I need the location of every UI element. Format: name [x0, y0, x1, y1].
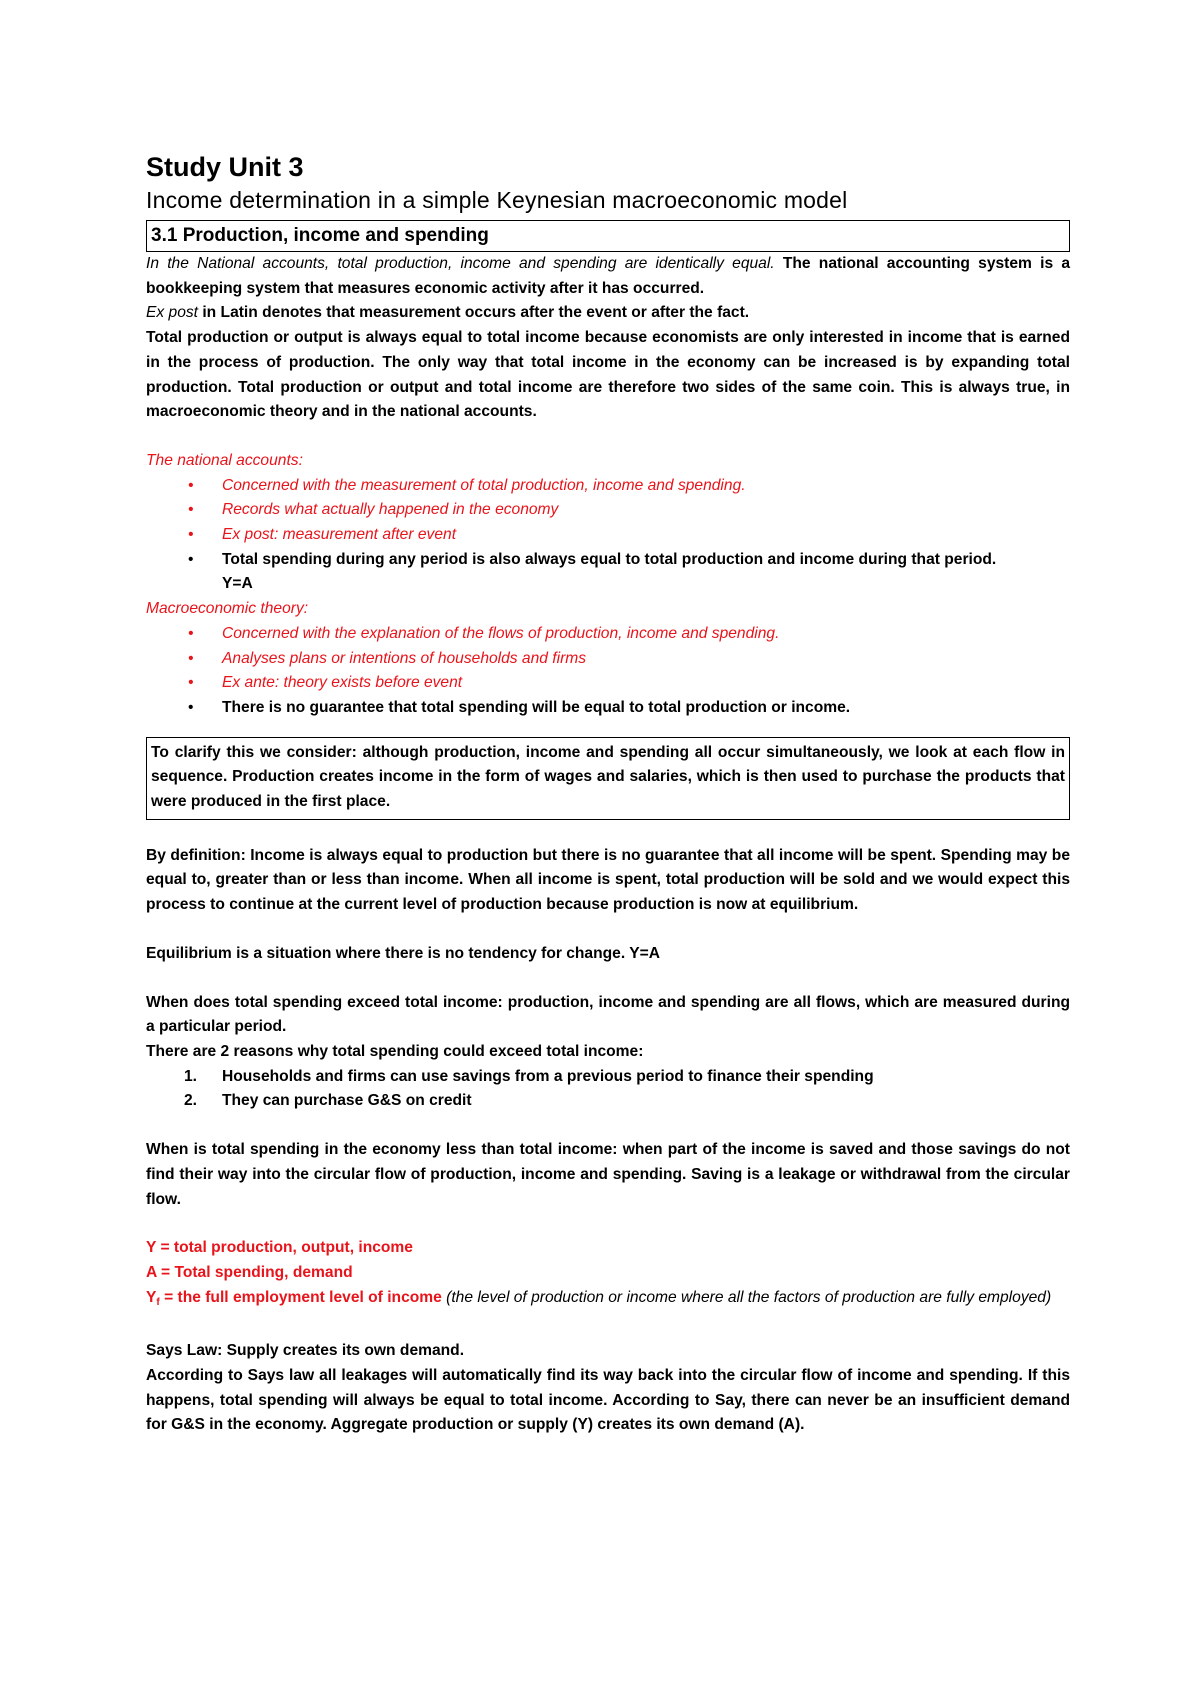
list-item: • Total spending during any period is also always equal to total production and income during that period.: [146, 548, 1070, 573]
national-accounts-heading: The national accounts:: [146, 451, 303, 469]
list-item: • Concerned with the measurement of total production, income and spending.: [146, 474, 1070, 499]
bullet-icon: •: [188, 674, 194, 692]
list-item: 1. Households and firms can use savings from a previous period to finance their spending: [184, 1067, 874, 1085]
clarify-text: To clarify this we consider: although production, income and spending all occur simultaneously, we look at each flow in sequence. Production creates income in the form of wages and salaries, which is then used to purchase the products that were produced in the first place.: [151, 743, 1065, 811]
list-item: • Analyses plans or intentions of households and firms: [146, 647, 1070, 672]
list-item: • There is no guarantee that total spending will be equal to total production or income.: [146, 696, 1070, 721]
national-accounts-list: [146, 474, 1070, 573]
bullet-icon: •: [188, 698, 194, 716]
total-production-paragraph: Total production or output is always equal to total income because economists are only interested in income that is earned in the process of production. The only way that total income in the economy can be increased is by expanding total production. Total production or output and total income are therefore two sides of the same coin. This is always true, in macroeconomic theory and in the national accounts.: [146, 329, 1070, 421]
intro-italic: In the National accounts, total production, income and spending are identically equal.: [146, 255, 775, 272]
page-subtitle: Income determination in a simple Keynesian macroeconomic model: [146, 187, 848, 213]
list-item: • Records what actually happened in the economy: [146, 498, 1070, 523]
definition-paragraph: By definition: Income is always equal to production but there is no guarantee that all income will be spent. Spending may be equal to, greater than or less than income. When all income is spent, total production will be sold and we would expect this process to continue at the current level of production because production is now at equilibrium.: [146, 846, 1070, 914]
def-yf: $Y_f$ = the full employment level of income (the level of production or income where all the factors of production are fully employed): [146, 1288, 1052, 1308]
macro-theory-heading: Macroeconomic theory:: [146, 600, 309, 618]
document-page: [146, 150, 1070, 1438]
page-title: Study Unit 3: [146, 152, 304, 182]
list-item: • Ex post: measurement after event: [146, 523, 1070, 548]
bullet-icon: •: [188, 550, 194, 568]
ex-post-rest: in Latin denotes that measurement occurs after the event or after the fact.: [198, 304, 750, 322]
clarify-box: [146, 737, 1070, 820]
intro-paragraph: [146, 252, 1070, 301]
bullet-icon: •: [188, 501, 194, 519]
bullet-icon: •: [188, 476, 194, 494]
reasons-list: [146, 1065, 1070, 1114]
ex-post-paragraph: [146, 301, 1070, 326]
def-y: Y = total production, output, income: [146, 1239, 413, 1257]
section-heading-3-1: 3.1 Production, income and spending: [146, 220, 1070, 252]
list-item: • Concerned with the explanation of the flows of production, income and spending.: [146, 622, 1070, 647]
reasons-intro: There are 2 reasons why total spending could exceed total income:: [146, 1042, 644, 1060]
y-equals-a: Y=A: [222, 575, 253, 593]
intro-bold: The national accounting system is a bookkeeping system that measures economic activity after it has occurred.: [146, 255, 1071, 297]
list-item: • Ex ante: theory exists before event: [146, 671, 1070, 696]
exceed-paragraph: When does total spending exceed total income: production, income and spending are all flows, which are measured during a particular period.: [146, 993, 1070, 1036]
list-item: 2. They can purchase G&S on credit: [184, 1092, 472, 1110]
less-paragraph: When is total spending in the economy less than total income: when part of the income is saved and those savings do not find their way into the circular flow of production, income and spending. Saving is a leakage or withdrawal from the circular flow.: [146, 1141, 1070, 1208]
macro-theory-list: [146, 622, 1070, 721]
def-a: A = Total spending, demand: [146, 1263, 353, 1281]
bullet-icon: •: [188, 526, 194, 544]
ex-post-term: Ex post: [146, 304, 199, 322]
says-law-heading: Says Law: Supply creates its own demand.: [146, 1342, 465, 1360]
bullet-icon: •: [188, 624, 194, 642]
bullet-icon: •: [188, 649, 194, 667]
says-law-paragraph: According to Says law all leakages will automatically find its way back into the circular flow of income and spending. If this happens, total spending will always be equal to total income. According to Say, there can never be an insufficient demand for G&S in the economy. Aggregate production or supply (Y) creates its own demand (A).: [146, 1367, 1070, 1434]
equilibrium-paragraph: Equilibrium is a situation where there is no tendency for change. Y=A: [146, 944, 660, 962]
